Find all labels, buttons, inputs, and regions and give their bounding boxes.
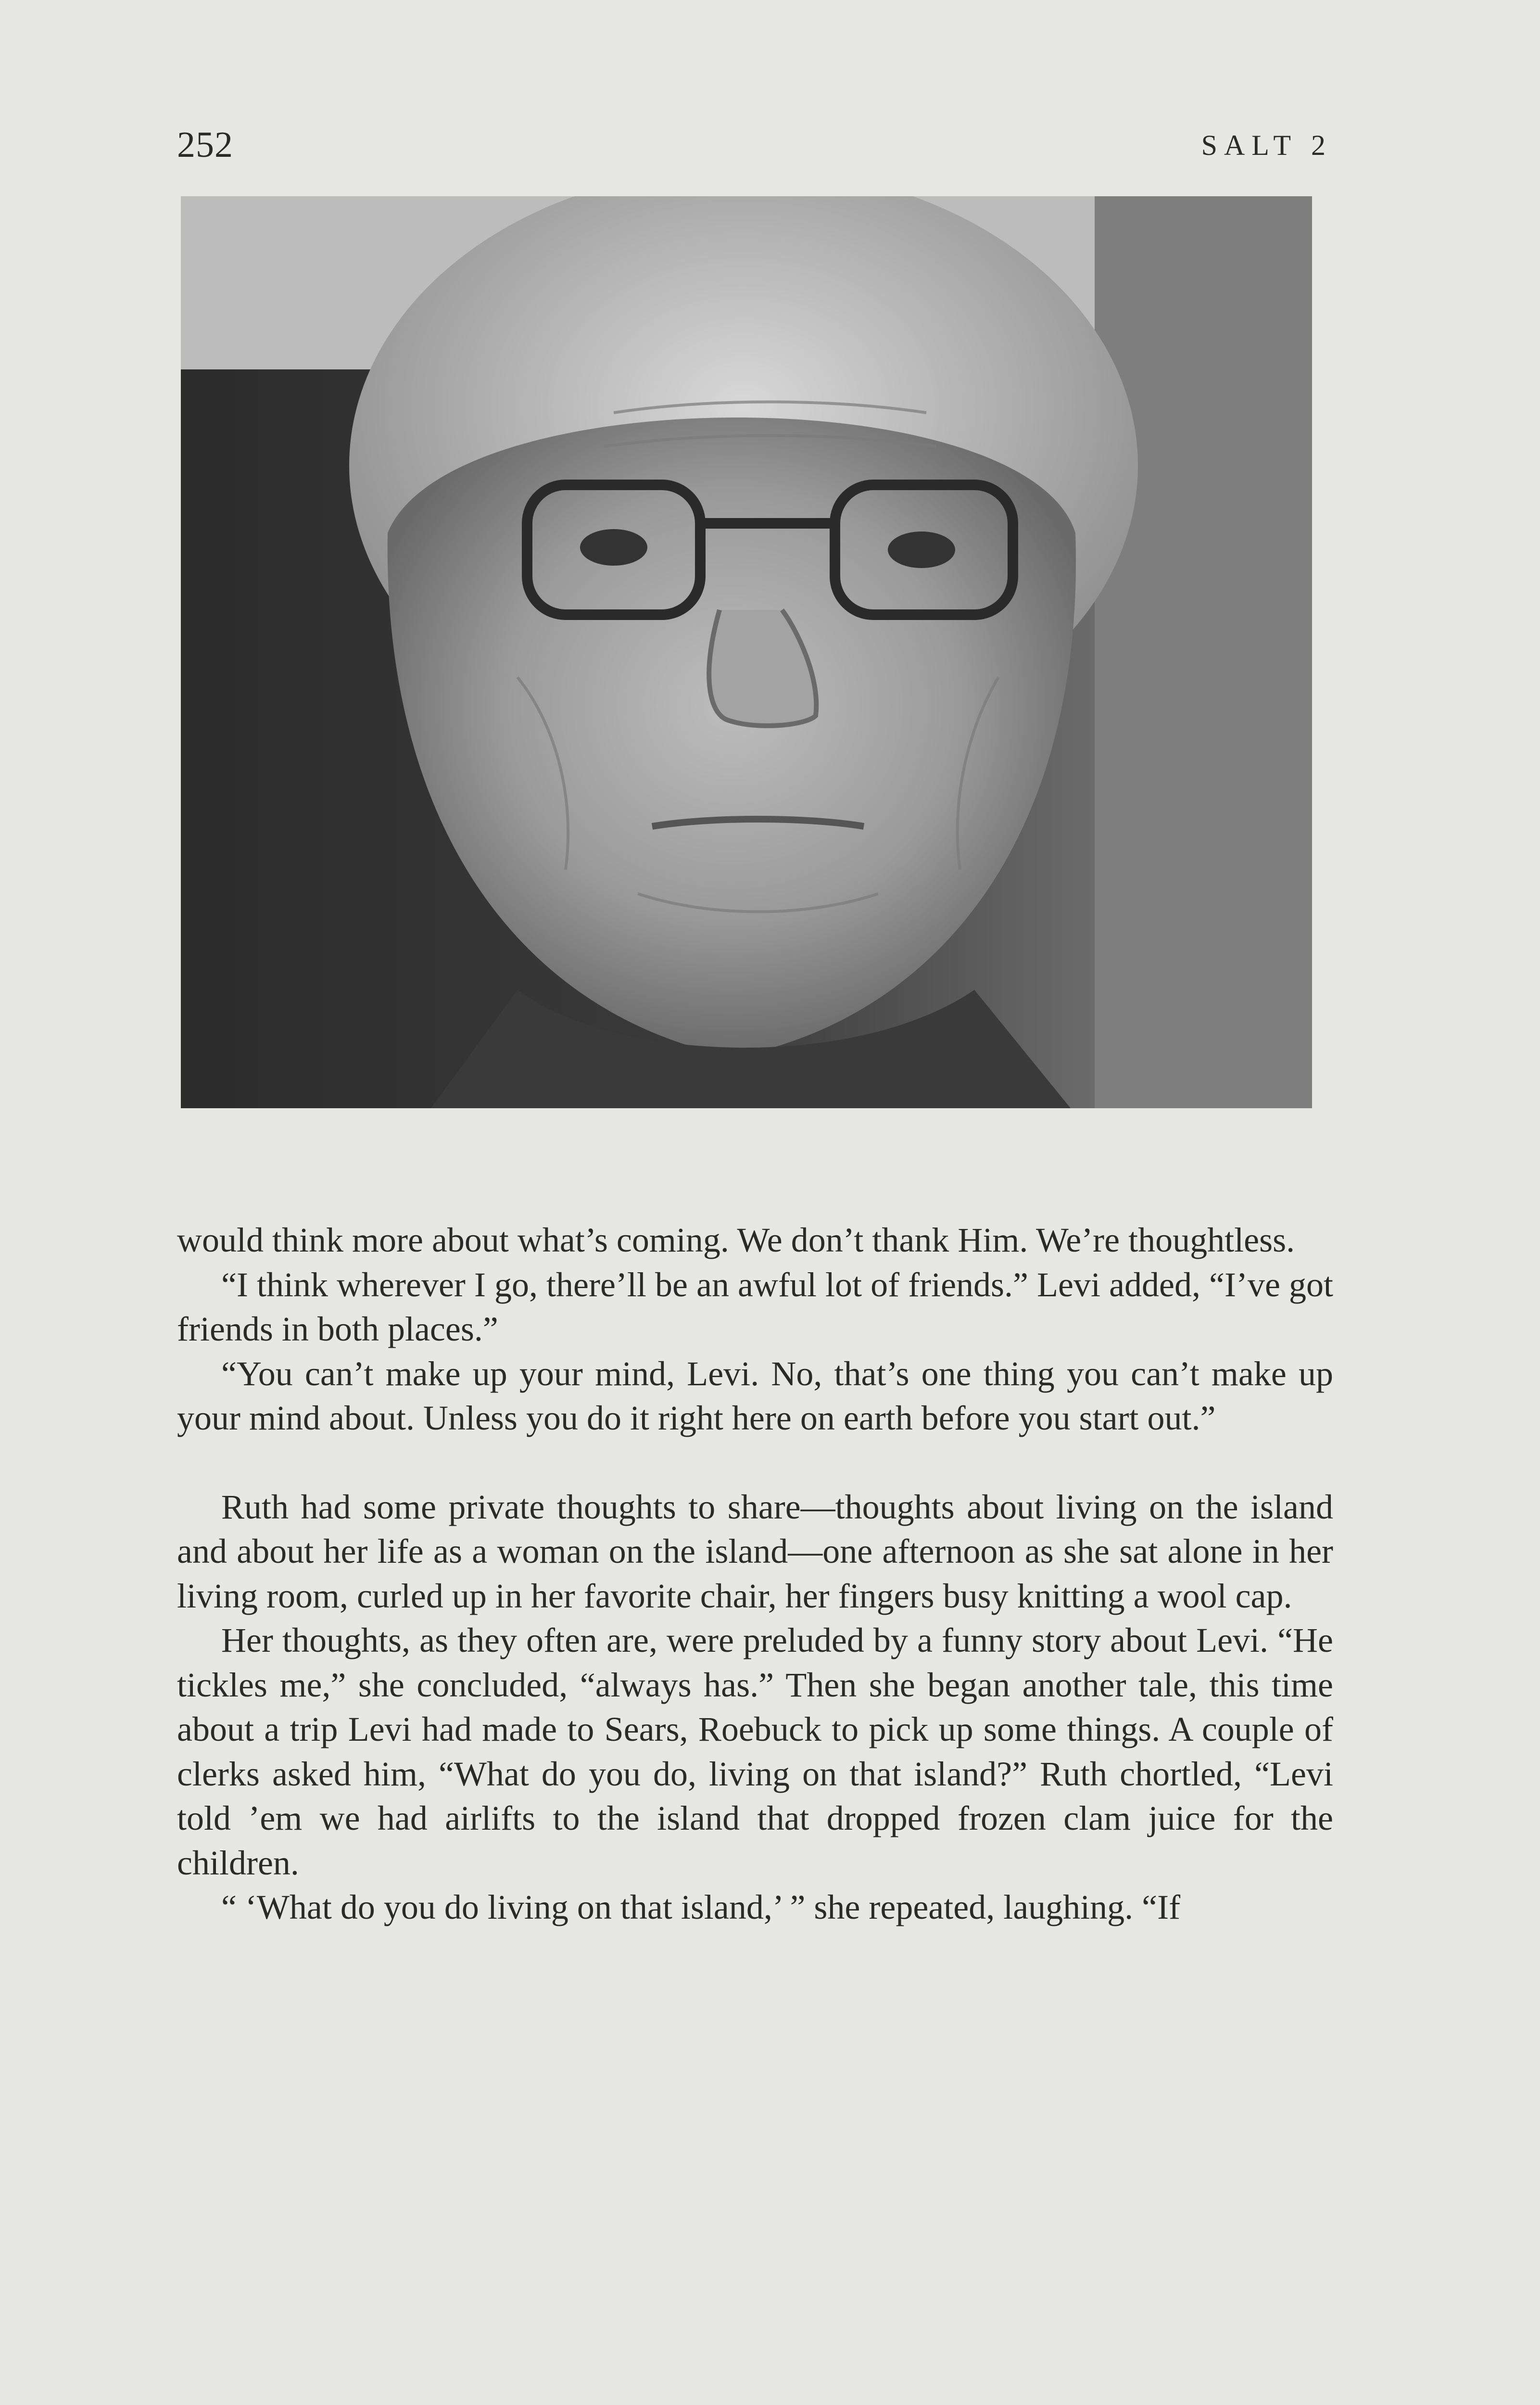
portrait-photo: [181, 196, 1312, 1108]
paragraph: “ ‘What do you do living on that island,’ ” she repeated, laughing. “If: [221, 1888, 1181, 1926]
paragraph: would think more about what’s coming. We don’t thank Him. We’re thoughtless.: [177, 1221, 1295, 1259]
paragraph: Ruth had some private thoughts to share—thoughts about living on the island and about her life as a woman on the island—one afternoon as she sat alone in her living room, curled up in her favorite chair, her fingers busy knitting a wool cap.: [177, 1487, 1333, 1615]
paragraph: “You can’t make up your mind, Levi. No, that’s one thing you can’t make up your mind about. Unless you do it right here on earth before you start out.”: [177, 1354, 1333, 1437]
body-text: [177, 1218, 1333, 1930]
paragraph: “I think wherever I go, there’ll be an awful lot of friends.” Levi added, “I’ve got friends in both places.”: [177, 1265, 1333, 1348]
running-title: SALT 2: [1201, 129, 1332, 161]
portrait-photo-icon: [181, 196, 1312, 1108]
page-number: 252: [177, 125, 233, 165]
paragraph: Her thoughts, as they often are, were preluded by a funny story about Levi. “He tickles me,” she concluded, “always has.” Then she began another tale, this time about a trip Levi had made to Sears, Roebuck to pick up some things. A couple of clerks asked him, “What do you do, living on that island?” Ruth chortled, “Levi told ’em we had airlifts to the island that dropped frozen clam juice for the children.: [177, 1621, 1333, 1882]
